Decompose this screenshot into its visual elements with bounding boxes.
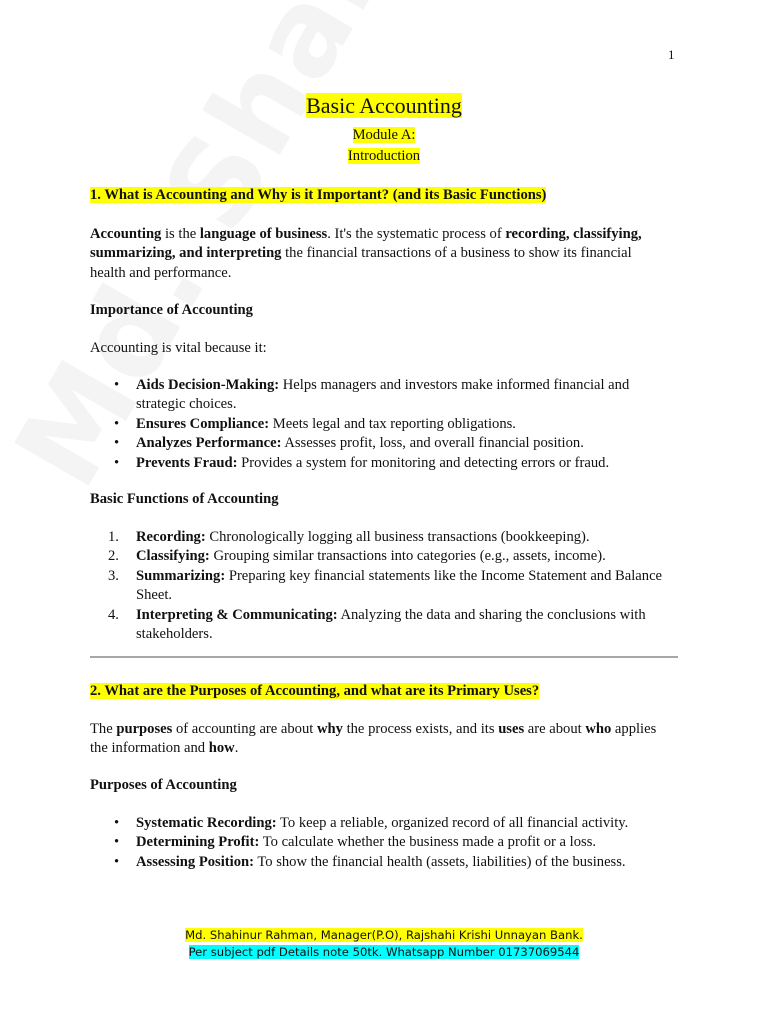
text-run: The <box>90 721 117 737</box>
bold-run: recording, classifying, summarizing, and interpreting <box>90 226 642 262</box>
section-2-heading <box>90 682 539 701</box>
bullet-icon: • <box>114 377 120 393</box>
section-1-heading-text: 1. What is Accounting and Why is it Important? (and its Basic Functions) <box>90 187 547 203</box>
section-divider <box>90 656 678 658</box>
item-label: Systematic Recording: <box>136 815 277 831</box>
text-run: applies the information and <box>90 721 657 757</box>
intro-text: Introduction <box>347 148 421 164</box>
functions-list <box>90 528 670 644</box>
list-item <box>90 567 670 606</box>
bold-run: Accounting <box>90 226 162 242</box>
footer-contact <box>0 945 768 960</box>
bold-run: how <box>208 740 235 757</box>
list-item <box>90 833 670 852</box>
text-run: the financial transactions of a business to show its financial health and performance. <box>90 245 632 281</box>
intro-label <box>0 147 768 166</box>
item-label: Determining Profit: <box>136 834 260 851</box>
text-run: is the <box>161 226 200 242</box>
list-item <box>90 434 670 453</box>
purposes-list <box>90 814 670 872</box>
list-item <box>90 376 670 415</box>
item-text: Analyzing the data and sharing the conclusions with stakeholders. <box>136 606 646 643</box>
item-label: Classifying: <box>136 548 210 565</box>
item-text: Helps managers and investors make informed financial and strategic choices. <box>136 377 630 413</box>
functions-heading: Basic Functions of Accounting <box>90 491 279 507</box>
item-text: To show the financial health (assets, liabilities) of the business. <box>253 853 626 870</box>
item-label: Analyzes Performance: <box>136 435 282 452</box>
item-text: Chronologically logging all business transactions (bookkeeping). <box>205 529 590 545</box>
item-text: Grouping similar transactions into categories (e.g., assets, income). <box>209 548 606 565</box>
list-item <box>90 606 670 645</box>
document-title <box>0 93 768 119</box>
list-item <box>90 528 670 547</box>
item-text: Assesses profit, loss, and overall financial position. <box>281 435 584 452</box>
bullet-icon: • <box>114 454 120 471</box>
title-text: Basic Accounting <box>306 93 462 118</box>
importance-intro: Accounting is vital because it: <box>90 340 267 356</box>
module-label <box>0 126 768 145</box>
item-text: Provides a system for monitoring and detecting errors or fraud. <box>237 454 610 471</box>
purposes-heading: Purposes of Accounting <box>90 777 237 793</box>
page-number: 1 <box>668 47 675 62</box>
item-text: Meets legal and tax reporting obligations. <box>269 415 516 432</box>
footer-author <box>0 928 768 943</box>
importance-list <box>90 376 670 473</box>
list-number: 3. <box>108 567 119 584</box>
item-text: Preparing key financial statements like the Income Statement and Balance Sheet. <box>136 567 663 604</box>
text-run: . It's the systematic process of <box>327 226 506 242</box>
list-number: 2. <box>108 548 119 565</box>
bold-run: uses <box>498 721 525 737</box>
purposes-intro <box>90 720 670 759</box>
text-run: of accounting are about <box>172 721 317 737</box>
bold-run: purposes <box>116 721 173 737</box>
item-label: Assessing Position: <box>136 853 254 870</box>
section-1-heading <box>90 186 546 205</box>
module-text: Module A: <box>352 127 416 143</box>
bold-run: language of business <box>199 226 328 242</box>
item-label: Aids Decision-Making: <box>136 377 280 393</box>
list-item <box>90 415 670 434</box>
list-number: 1. <box>108 529 119 545</box>
text-run: are about <box>524 721 586 737</box>
item-label: Summarizing: <box>136 567 226 584</box>
bullet-icon: • <box>114 853 120 870</box>
list-item <box>90 547 670 566</box>
bullet-icon: • <box>114 435 120 452</box>
text-run: the process exists, and its <box>342 721 499 737</box>
item-text: To keep a reliable, organized record of all financial activity. <box>276 815 629 831</box>
item-label: Ensures Compliance: <box>136 415 270 432</box>
bold-run: why <box>316 721 343 737</box>
item-label: Interpreting & Communicating: <box>136 606 338 623</box>
section-2-heading-text: 2. What are the Purposes of Accounting, and what are its Primary Uses? <box>90 683 540 699</box>
footer-contact-text: Per subject pdf Details note 50tk. Whatsapp Number 01737069544 <box>188 945 580 959</box>
list-item <box>90 814 670 833</box>
bullet-icon: • <box>114 415 120 432</box>
bullet-icon: • <box>114 834 120 851</box>
footer-author-text: Md. Shahinur Rahman, Manager(P.O), Rajshahi Krishi Unnayan Bank. <box>185 928 583 942</box>
list-number: 4. <box>108 606 119 623</box>
text-run: . <box>234 740 239 757</box>
bullet-icon: • <box>114 815 120 831</box>
bold-run: who <box>585 721 612 737</box>
item-label: Prevents Fraud: <box>136 454 238 471</box>
importance-heading: Importance of Accounting <box>90 302 253 318</box>
item-label: Recording: <box>136 529 206 545</box>
item-text: To calculate whether the business made a profit or a loss. <box>259 834 597 851</box>
list-item <box>90 454 670 473</box>
accounting-definition <box>90 225 670 283</box>
list-item <box>90 853 670 872</box>
